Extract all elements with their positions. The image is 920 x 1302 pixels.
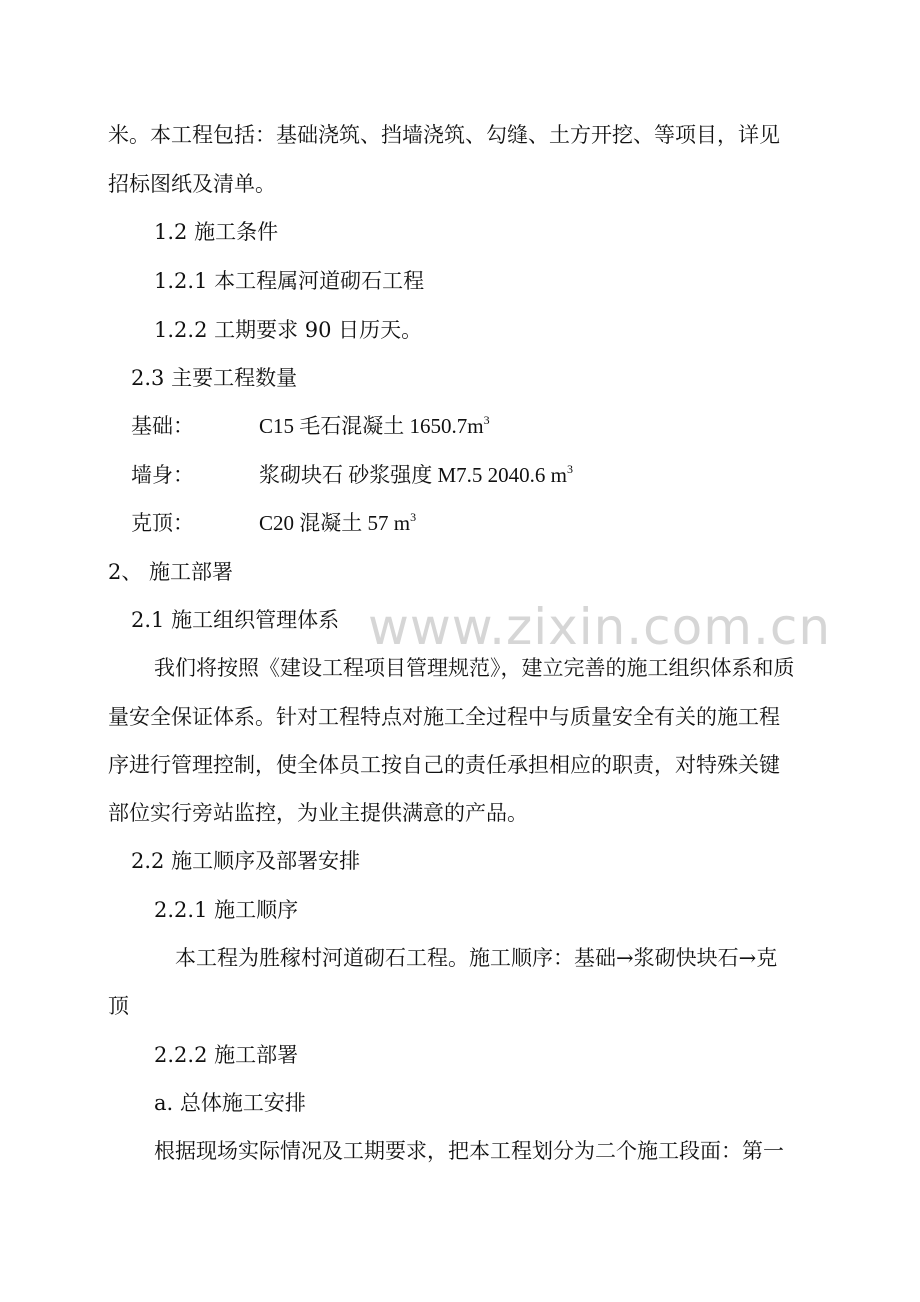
heading-1-2: 1.2 施工条件 bbox=[154, 220, 279, 244]
heading-2-1: 2.1 施工组织管理体系 bbox=[131, 608, 340, 632]
paragraph-line: 本工程为胜稼村河道砌石工程。施工顺序：基础→浆砌快块石→克 bbox=[175, 946, 778, 970]
quantity-label: 基础： bbox=[131, 414, 194, 438]
heading-a: a. 总体施工安排 bbox=[154, 1091, 306, 1115]
quantity-value: 浆砌块石 砂浆强度 M7.5 2040.6 $m^3$ bbox=[259, 462, 574, 487]
paragraph-line: 顶 bbox=[108, 994, 129, 1018]
paragraph-line: 根据现场实际情况及工期要求，把本工程划分为二个施工段面：第一 bbox=[154, 1139, 784, 1163]
paragraph-line: 序进行管理控制，使全体员工按自己的责任承担相应的职责，对特殊关键 bbox=[108, 753, 780, 777]
superscript: 3 bbox=[410, 510, 417, 524]
heading-2-2-1: 2.2.1 施工顺序 bbox=[154, 898, 299, 922]
heading-1-2-2: 1.2.2 工期要求 90 日历天。 bbox=[154, 318, 423, 342]
paragraph-line: 米。本工程包括：基础浇筑、挡墙浇筑、勾缝、土方开挖、等项目，详见 bbox=[108, 123, 780, 147]
quantity-value: C15 毛石混凝土 $1650.7m^3$ bbox=[259, 413, 490, 438]
quantity-row bbox=[131, 461, 691, 489]
heading-2-3: 2.3 主要工程数量 bbox=[131, 366, 298, 390]
paragraph-line: 我们将按照《建设工程项目管理规范》，建立完善的施工组织体系和质 bbox=[154, 656, 795, 680]
paragraph-line: 招标图纸及清单。 bbox=[108, 172, 276, 196]
quantity-value: C20 混凝土 57 $m^3$ bbox=[259, 510, 417, 535]
heading-1-2-1: 1.2.1 本工程属河道砌石工程 bbox=[154, 269, 425, 293]
watermark: www.zixin.com.cn bbox=[368, 598, 832, 656]
superscript: 3 bbox=[483, 413, 490, 427]
quantity-label: 墙身： bbox=[131, 463, 194, 487]
heading-2-2: 2.2 施工顺序及部署安排 bbox=[131, 849, 361, 873]
paragraph-line: 部位实行旁站监控，为业主提供满意的产品。 bbox=[108, 801, 528, 825]
quantity-row bbox=[131, 509, 691, 537]
quantity-label: 克顶： bbox=[131, 511, 194, 535]
heading-2-2-2: 2.2.2 施工部署 bbox=[154, 1043, 299, 1067]
paragraph-line: 量安全保证体系。针对工程特点对施工全过程中与质量安全有关的施工程 bbox=[108, 705, 780, 729]
heading-2: 2、 施工部署 bbox=[108, 560, 234, 584]
superscript: 3 bbox=[567, 462, 574, 476]
quantity-row bbox=[131, 412, 691, 440]
